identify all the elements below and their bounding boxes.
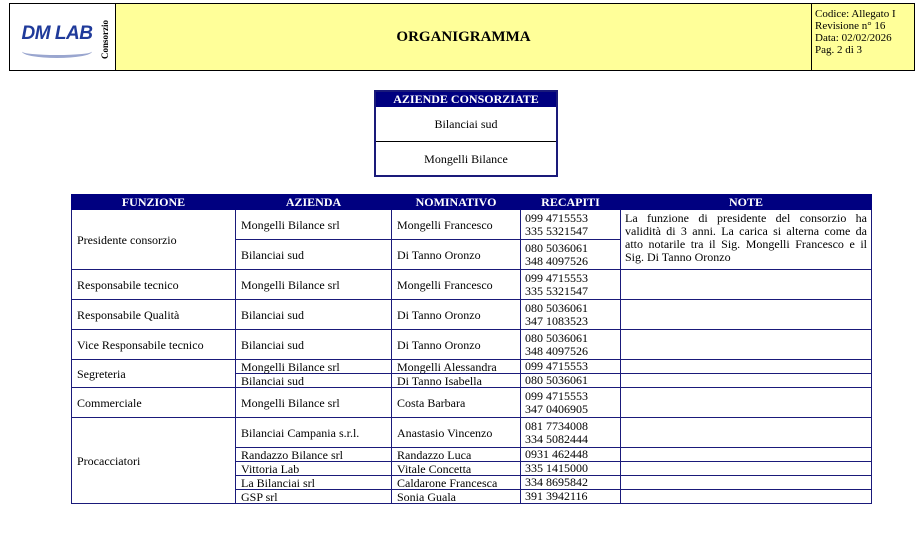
phone-number: 335 5321547 xyxy=(525,223,588,238)
meta-codice: Codice: Allegato I xyxy=(815,8,896,20)
phone-number: 348 4097526 xyxy=(525,253,588,268)
note-cell-empty xyxy=(621,448,872,462)
phone-number: 347 0406905 xyxy=(525,401,588,416)
recapiti-cell xyxy=(521,270,621,300)
azienda-cell: La Bilanciai srl xyxy=(236,476,392,490)
recapiti-cell: 335 1415000 xyxy=(521,462,621,476)
funzione-cell: Segreteria xyxy=(72,360,236,388)
table-header-row xyxy=(72,195,872,210)
azienda-item: Mongelli Bilance xyxy=(376,141,556,176)
funzione-cell: Presidente consorzio xyxy=(72,210,236,270)
azienda-cell: Mongelli Bilance srl xyxy=(236,388,392,418)
azienda-cell: Bilanciai sud xyxy=(236,240,392,270)
funzione-cell: Responsabile Qualità xyxy=(72,300,236,330)
phone-number: 081 7734008 xyxy=(525,418,588,433)
azienda-cell: Bilanciai sud xyxy=(236,330,392,360)
nominativo-cell: Anastasio Vincenzo xyxy=(392,418,521,448)
phone-number: 099 4715553 xyxy=(525,270,588,285)
recapiti-cell: 099 4715553 xyxy=(521,360,621,374)
nominativo-cell: Costa Barbara xyxy=(392,388,521,418)
nominativo-cell: Di Tanno Isabella xyxy=(392,374,521,388)
note-cell-empty xyxy=(621,476,872,490)
logo-swoosh xyxy=(22,45,92,58)
nominativo-cell: Mongelli Francesco xyxy=(392,270,521,300)
azienda-cell: Mongelli Bilance srl xyxy=(236,270,392,300)
recapiti-cell xyxy=(521,388,621,418)
azienda-cell: Bilanciai sud xyxy=(236,300,392,330)
nominativo-cell: Di Tanno Oronzo xyxy=(392,240,521,270)
recapiti-cell: 080 5036061 xyxy=(521,374,621,388)
table-row xyxy=(72,418,872,448)
nominativo-cell: Caldarone Francesca xyxy=(392,476,521,490)
recapiti-cell xyxy=(521,240,621,270)
phone-number: 347 1083523 xyxy=(525,313,588,328)
table-row xyxy=(72,210,872,240)
table-row xyxy=(72,300,872,330)
phone-number: 348 4097526 xyxy=(525,343,588,358)
document-header xyxy=(9,3,915,71)
recapiti-cell xyxy=(521,330,621,360)
note-cell-empty xyxy=(621,270,872,300)
nominativo-cell: Randazzo Luca xyxy=(392,448,521,462)
aziende-consorziate-box xyxy=(374,90,558,177)
phone-number: 080 5036061 xyxy=(525,330,588,345)
funzione-cell: Commerciale xyxy=(72,388,236,418)
azienda-cell: GSP srl xyxy=(236,490,392,504)
meta-data: Data: 02/02/2026 xyxy=(815,32,892,44)
note-cell-empty xyxy=(621,330,872,360)
table-row xyxy=(72,330,872,360)
note-cell-empty xyxy=(621,418,872,448)
table-row xyxy=(72,388,872,418)
table-row xyxy=(72,270,872,300)
phone-number: 080 5036061 xyxy=(525,240,588,255)
header-azienda: AZIENDA xyxy=(236,195,392,210)
recapiti-cell: 391 3942116 xyxy=(521,490,621,504)
phone-number: 334 5082444 xyxy=(525,431,588,446)
header-recapiti: RECAPITI xyxy=(521,195,621,210)
nominativo-cell: Di Tanno Oronzo xyxy=(392,330,521,360)
organigramma-table xyxy=(71,194,872,504)
azienda-cell: Bilanciai sud xyxy=(236,374,392,388)
header-nominativo: NOMINATIVO xyxy=(392,195,521,210)
meta-revisione: Revisione n° 16 xyxy=(815,20,886,32)
azienda-cell: Bilanciai Campania s.r.l. xyxy=(236,418,392,448)
note-cell-empty xyxy=(621,300,872,330)
table-row xyxy=(72,360,872,374)
nominativo-cell: Vitale Concetta xyxy=(392,462,521,476)
dm-lab-logo xyxy=(20,21,94,57)
nominativo-cell: Mongelli Francesco xyxy=(392,210,521,240)
header-funzione: FUNZIONE xyxy=(72,195,236,210)
note-cell: La funzione di presidente del consorzio ha validità di 3 anni. La carica si alterna come da atto notarile tra il Sig. Mongelli Francesco e il Sig. Di Tanno Oronzo xyxy=(621,210,872,270)
azienda-item: Bilanciai sud xyxy=(434,117,498,131)
page-title: ORGANIGRAMMA xyxy=(116,4,812,71)
logo-consorzio-label: Consorzio xyxy=(100,20,110,60)
phone-number: 099 4715553 xyxy=(525,388,588,403)
note-cell-empty xyxy=(621,388,872,418)
recapiti-cell xyxy=(521,210,621,240)
nominativo-cell: Mongelli Alessandra xyxy=(392,360,521,374)
nominativo-cell: Di Tanno Oronzo xyxy=(392,300,521,330)
note-cell-empty xyxy=(621,490,872,504)
phone-number: 080 5036061 xyxy=(525,300,588,315)
recapiti-cell xyxy=(521,418,621,448)
phone-number: 335 5321547 xyxy=(525,283,588,298)
phone-number: 099 4715553 xyxy=(525,210,588,225)
meta-pagina: Pag. 2 di 3 xyxy=(815,44,863,56)
note-cell-empty xyxy=(621,462,872,476)
funzione-cell: Procacciatori xyxy=(72,418,236,504)
recapiti-cell xyxy=(521,300,621,330)
note-cell-empty xyxy=(621,360,872,374)
azienda-cell: Mongelli Bilance srl xyxy=(236,360,392,374)
logo-text: DM LAB xyxy=(21,23,93,44)
recapiti-cell: 334 8695842 xyxy=(521,476,621,490)
logo-cell xyxy=(10,4,116,71)
azienda-cell: Randazzo Bilance srl xyxy=(236,448,392,462)
document-meta xyxy=(812,4,915,71)
funzione-cell: Responsabile tecnico xyxy=(72,270,236,300)
azienda-cell: Vittoria Lab xyxy=(236,462,392,476)
azienda-cell: Mongelli Bilance srl xyxy=(236,210,392,240)
aziende-consorziate-title: AZIENDE CONSORZIATE xyxy=(376,92,556,107)
funzione-cell: Vice Responsabile tecnico xyxy=(72,330,236,360)
note-cell-empty xyxy=(621,374,872,388)
recapiti-cell: 0931 462448 xyxy=(521,448,621,462)
header-note: NOTE xyxy=(621,195,872,210)
nominativo-cell: Sonia Guala xyxy=(392,490,521,504)
